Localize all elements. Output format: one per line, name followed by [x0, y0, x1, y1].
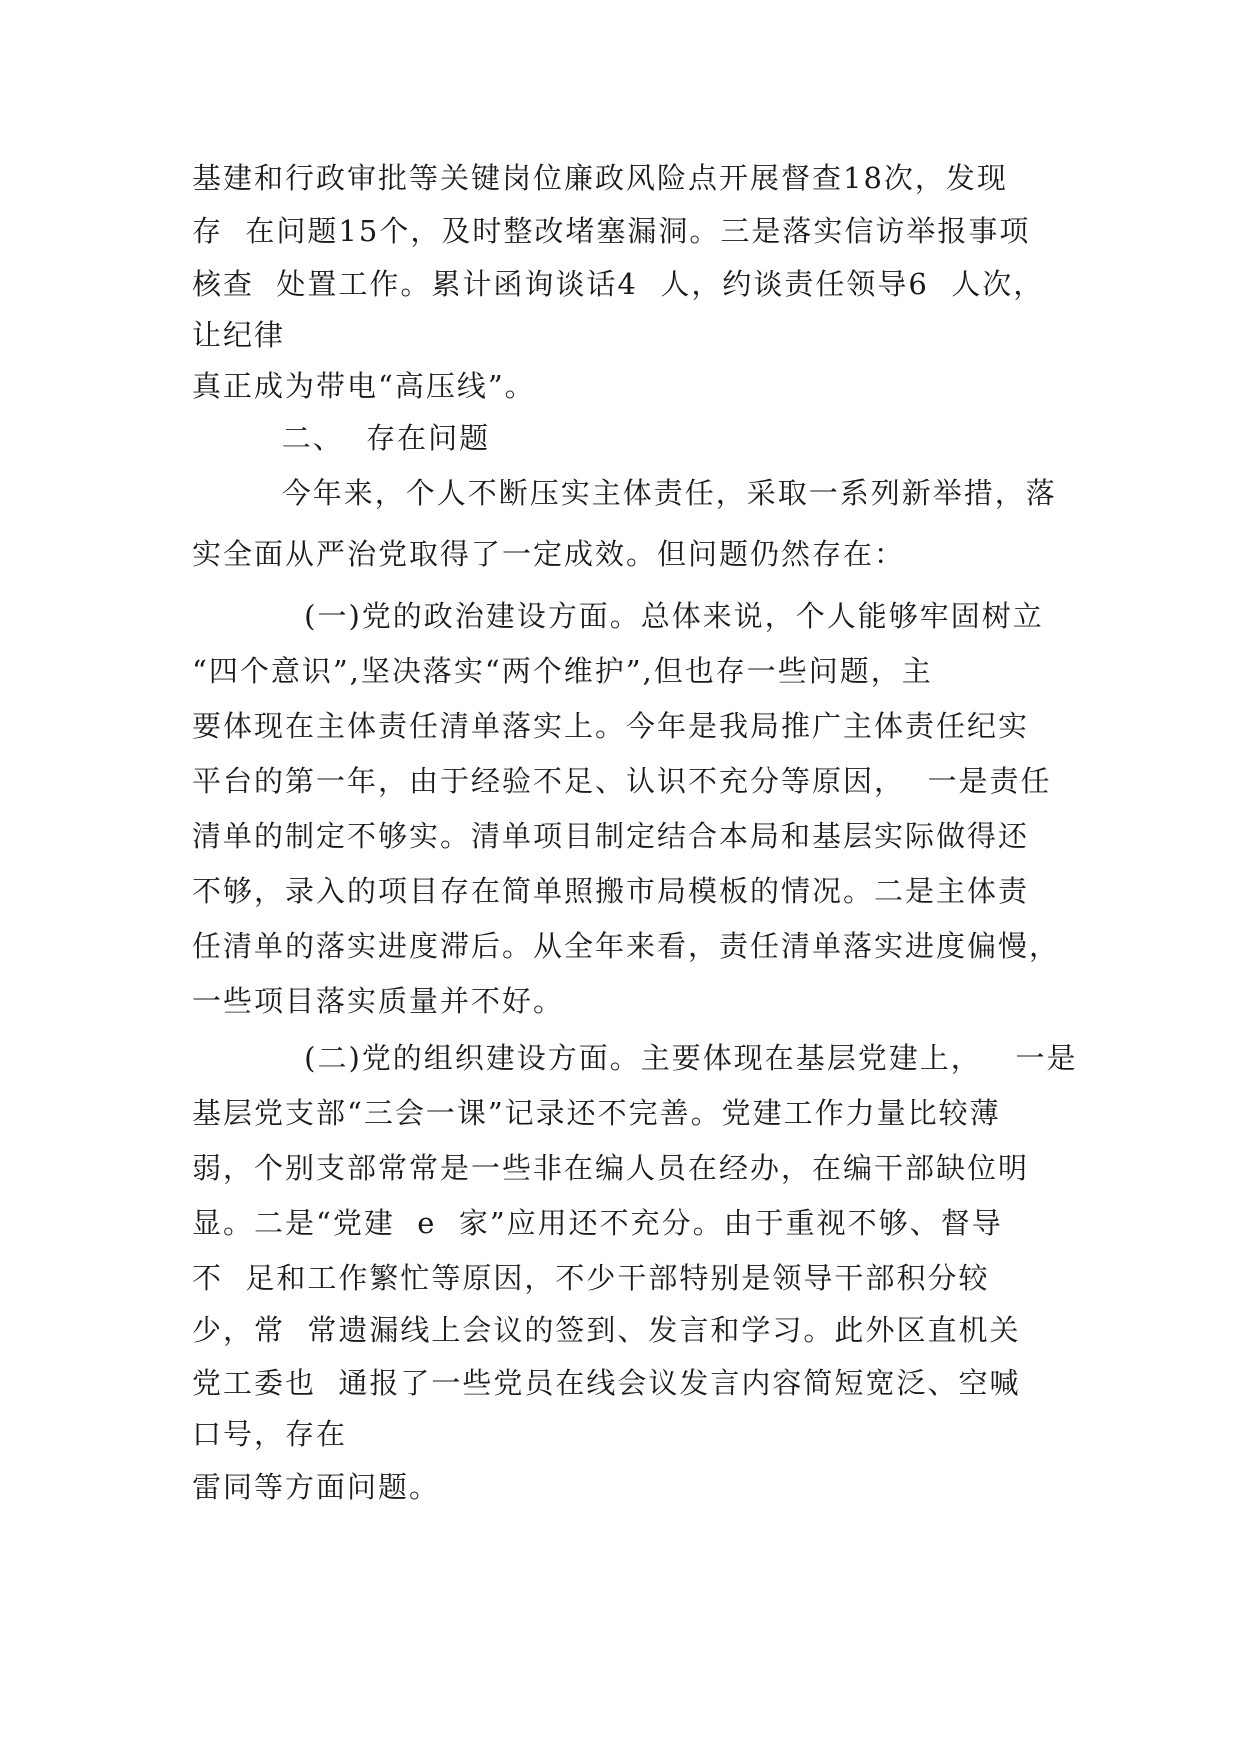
text-line: 清单的制定不够实。清单项目制定结合本局和基层实际做得还 [192, 819, 1030, 853]
text-line: 让纪律 [192, 318, 286, 352]
text-line: 真正成为带电“高压线”。 [192, 369, 536, 403]
section-heading: 二、 存在问题 [192, 421, 491, 455]
text-line: 任清单的落实进度滞后。从全年来看，责任清单落实进度偏慢， [192, 929, 1061, 963]
text-line: 党工委也 通报了一些党员在线会议发言内容简短宽泛、空喊 [192, 1366, 1021, 1400]
text-line: 基建和行政审批等关键岗位廉政风险点开展督查18次，发现 [192, 161, 1008, 195]
text-line: 今年来，个人不断压实主体责任，采取一系列新举措，落 [192, 476, 1057, 510]
text-line: 平台的第一年，由于经验不足、认识不充分等原因， 一是责任 [192, 764, 1052, 798]
text-line: 存 在问题15个，及时整改堵塞漏洞。三是落实信访举报事项 [192, 214, 1031, 248]
text-line: 不 足和工作繁忙等原因，不少干部特别是领导干部积分较 [192, 1261, 990, 1295]
text-line: 实全面从严治党取得了一定成效。但问题仍然存在： [192, 537, 906, 571]
text-line: 不够，录入的项目存在简单照搬市局模板的情况。二是主体责 [192, 874, 1030, 908]
text-line: 弱，个别支部常常是一些非在编人员在经办，在编干部缺位明 [192, 1151, 1030, 1185]
text-line: 一些项目落实质量并不好。 [192, 984, 565, 1018]
text-line: (二)党的组织建设方面。主要体现在基层党建上， 一是 [192, 1041, 1078, 1075]
text-line: 口号，存在 [192, 1417, 348, 1451]
text-line: (一)党的政治建设方面。总体来说，个人能够牢固树立 [192, 599, 1044, 633]
text-line: 核查 处置工作。累计函询谈话4 人，约谈责任领导6 人次， [192, 267, 1045, 301]
text-line: 基层党支部“三会一课”记录还不完善。党建工作力量比较薄 [192, 1096, 1001, 1130]
text-line: 雷同等方面问题。 [192, 1470, 441, 1504]
text-line: “四个意识”,坚决落实“两个维护”,但也存一些问题，主 [192, 654, 933, 688]
text-line: 少，常 常遗漏线上会议的签到、发言和学习。此外区直机关 [192, 1313, 1021, 1347]
text-line: 显。二是“党建 e 家”应用还不充分。由于重视不够、督导 [192, 1206, 1003, 1240]
text-line: 要体现在主体责任清单落实上。今年是我局推广主体责任纪实 [192, 709, 1030, 743]
